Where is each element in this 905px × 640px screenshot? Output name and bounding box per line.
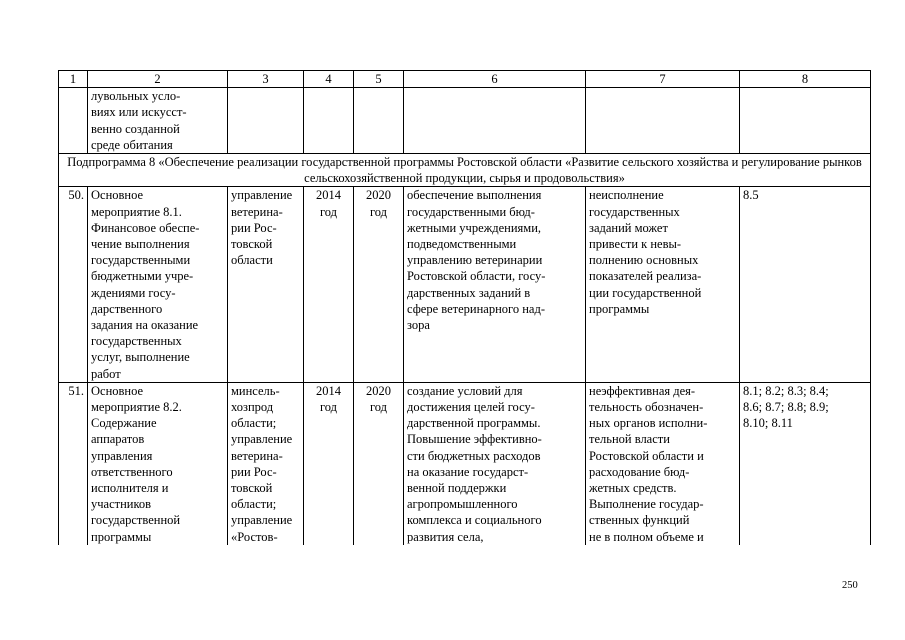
cell-line: ветерина- [231,448,283,463]
cell-line: товской [231,481,273,496]
cell-line: чение выполнения [91,237,190,252]
cell-line: тельность обозначен- [589,400,704,415]
cell-line: тельной власти [589,432,670,447]
cell-line: виях или искусст- [91,105,187,120]
cell-line: государственными [91,253,191,268]
expected-result [404,187,586,382]
cell-line: государственных [589,204,680,219]
cell-line: показателей реализа- [589,269,702,284]
cell-line: ных органов исполни- [589,416,708,431]
header-cell: 6 [404,71,586,88]
cell-line: 2020 [366,188,391,203]
header-cell: 1 [59,71,88,88]
cell-line: среде обитания [91,137,173,152]
header-cell: 2 [88,71,228,88]
cell-line: обеспечение выполнения [407,188,542,203]
cell-line: Повышение эффективно- [407,432,542,447]
cell-line: создание условий для [407,383,523,398]
cell-line: управление [231,432,293,447]
cell-line: сти бюджетных расходов [407,448,541,463]
cell-line: товской [231,237,273,252]
cell-line: неисполнение [589,188,664,203]
cell-line: задания на оказание [91,318,199,333]
row-number: 51. [59,382,88,545]
measure-name [88,382,228,545]
cell-line: работ [91,366,121,381]
cell-line: государственными бюд- [407,204,535,219]
cell-line: минсель- [231,383,280,398]
cell-line: участников [91,497,152,512]
related-indicators [740,382,871,545]
cell-line: жетными учреждениями, [407,220,542,235]
cell-line: управление [231,513,293,528]
cell-line: год [369,204,388,219]
cell-line: государственных [91,334,182,349]
cell-line: на оказание государст- [407,464,529,479]
cell-line: управления [91,448,153,463]
cell-line: ответственного [91,464,173,479]
responsible-executor [228,382,304,545]
cell-line: Основное [91,188,144,203]
table-cell [228,88,304,154]
table-cell [88,88,228,154]
cell-line: дарственного [91,301,163,316]
cell-line: комплекса и социального [407,513,542,528]
cell-line: дарственных заданий в [407,285,531,300]
cell-line: управлению ветеринарии [407,253,543,268]
cell-line: не в полном объеме и [589,529,704,544]
cell-line: области; [231,497,277,512]
cell-line: государственной [91,513,181,528]
cell-line: 2020 [366,383,391,398]
program-table [58,70,871,545]
cell-line: Ростовской области и [589,448,704,463]
cell-line: неэффективная дея- [589,383,696,398]
cell-line: зора [407,318,430,333]
cell-line: расходование бюд- [589,464,690,479]
header-cell: 8 [740,71,871,88]
cell-line: подведомственными [407,237,517,252]
table-cell [404,88,586,154]
subprogram-title: Подпрограмма 8 «Обеспечение реализации государственной программы Ростовской области «Развитие сельского хозяйства и регулирование рынков сельскохозяйственной продукции, сырья и продовольствия» [59,154,871,187]
cell-line: рии Рос- [231,464,277,479]
header-cell: 7 [586,71,740,88]
cell-line: мероприятие 8.2. [91,400,182,415]
cell-line: Содержание [91,416,157,431]
cell-line: ции государственной [589,285,702,300]
table-cell [740,88,871,154]
cell-line: агропромышленного [407,497,518,512]
cell-line: 2014 [316,383,341,398]
cell-line: год [369,400,388,415]
table-cell [59,88,88,154]
cell-line: 8.5 [743,188,759,203]
end-year [354,382,404,545]
header-cell: 5 [354,71,404,88]
cell-line: жетных средств. [589,481,677,496]
cell-line: сфере ветеринарного над- [407,301,545,316]
cell-line: исполнителя и [91,481,169,496]
header-cell: 3 [228,71,304,88]
start-year [304,382,354,545]
cell-line: ственных функций [589,513,690,528]
cell-line: «Ростов- [231,529,278,544]
continuation-row [59,88,871,154]
related-indicators [740,187,871,382]
subprogram-row [59,154,871,187]
cell-line: полнению основных [589,253,699,268]
non-implementation-consequences [586,187,740,382]
cell-line: 8.6; 8.7; 8.8; 8.9; [743,400,829,415]
cell-line: Основное [91,383,144,398]
cell-line: дарственной программы. [407,416,541,431]
cell-line: год [319,400,338,415]
table-cell [304,88,354,154]
table-row [59,187,871,382]
expected-result [404,382,586,545]
cell-line: программы [91,529,152,544]
cell-line: 2014 [316,188,341,203]
cell-line: развития села, [407,529,484,544]
cell-line: венной поддержки [407,481,507,496]
cell-line: области [231,253,273,268]
cell-line: области; [231,416,277,431]
cell-line: лувольных усло- [91,89,181,104]
measure-name [88,187,228,382]
cell-line: ветерина- [231,204,283,219]
cell-line: ждениями госу- [91,285,176,300]
cell-line: венно созданной [91,121,180,136]
cell-line: 8.1; 8.2; 8.3; 8.4; [743,383,829,398]
cell-line: Ростовской области, госу- [407,269,546,284]
start-year [304,187,354,382]
table-row [59,382,871,545]
header-row [59,71,871,88]
cell-line: бюджетными учре- [91,269,194,284]
cell-line: привести к невы- [589,237,682,252]
cell-line: услуг, выполнение [91,350,190,365]
responsible-executor [228,187,304,382]
end-year [354,187,404,382]
cell-line: достижения целей госу- [407,400,535,415]
header-cell: 4 [304,71,354,88]
row-number: 50. [59,187,88,382]
cell-line: Финансовое обеспе- [91,220,200,235]
cell-line: рии Рос- [231,220,277,235]
cell-line: заданий может [589,220,668,235]
table-cell [354,88,404,154]
cell-line: программы [589,301,650,316]
cell-line: аппаратов [91,432,145,447]
cell-line: мероприятие 8.1. [91,204,182,219]
cell-line: управление [231,188,293,203]
cell-line: год [319,204,338,219]
cell-line: хозпрод [231,400,274,415]
cell-line: Выполнение государ- [589,497,704,512]
table-cell [586,88,740,154]
cell-line: 8.10; 8.11 [743,416,793,431]
non-implementation-consequences [586,382,740,545]
page-number: 250 [842,580,858,591]
